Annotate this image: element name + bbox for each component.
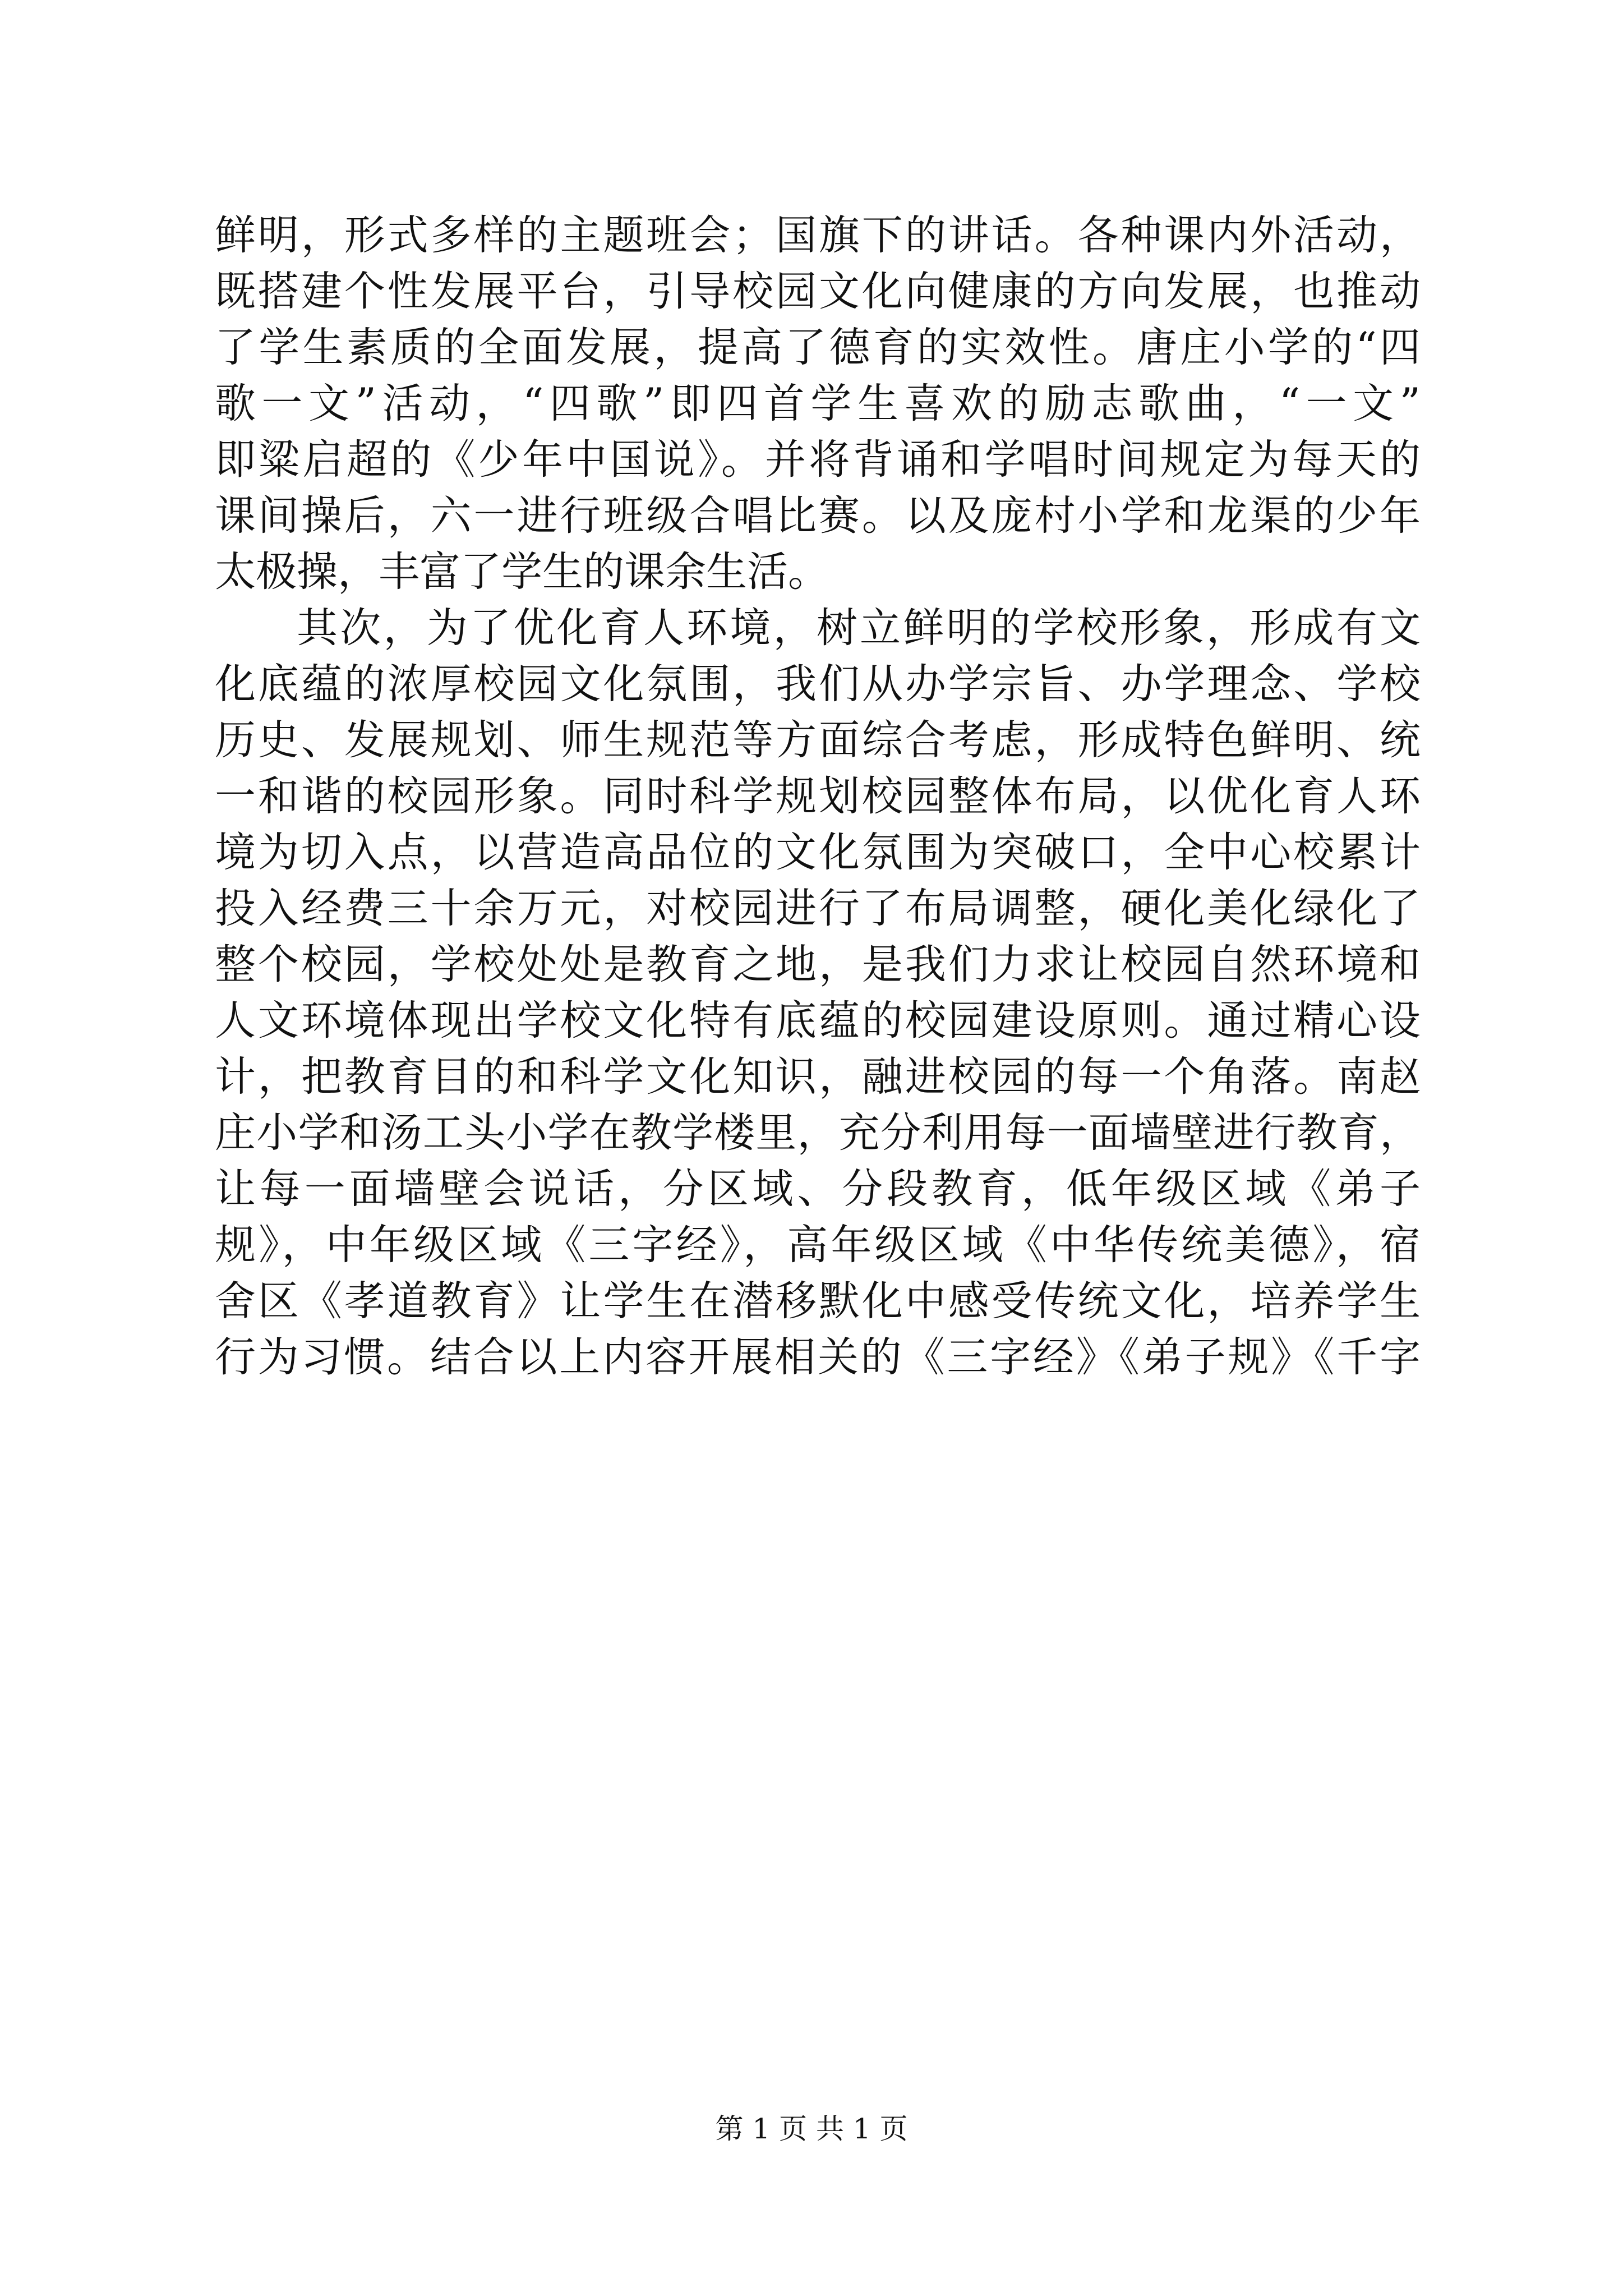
text-line: 庄小学和汤工头小学在教学楼里，充分利用每一面墙壁进行教育， — [215, 1109, 1421, 1157]
text-line: 了学生素质的全面发展，提高了德育的实效性。唐庄小学的“四 — [215, 324, 1421, 371]
text-line: 歌一文”活动，“四歌”即四首学生喜欢的励志歌曲，“一文” — [215, 380, 1421, 427]
text-line-paragraph-start: 其次，为了优化育人环境，树立鲜明的学校形象，形成有文 — [297, 604, 1421, 652]
text-line: 历史、发展规划、师生规范等方面综合考虑，形成特色鲜明、统 — [215, 716, 1421, 764]
body-text — [215, 208, 1421, 1386]
text-line: 境为切入点，以营造高品位的文化氛围为突破口，全中心校累计 — [215, 829, 1421, 876]
page-footer — [0, 2112, 1623, 2146]
text-line: 一和谐的校园形象。同时科学规划校园整体布局，以优化育人环 — [215, 772, 1421, 820]
text-line: 行为习惯。结合以上内容开展相关的《三字经》《弟子规》《千字 — [215, 1333, 1421, 1381]
text-line: 整个校园，学校处处是教育之地，是我们力求让校园自然环境和 — [215, 941, 1421, 988]
text-line: 鲜明，形式多样的主题班会；国旗下的讲话。各种课内外活动， — [215, 211, 1421, 259]
text-line: 人文环境体现出学校文化特有底蕴的校园建设原则。通过精心设 — [215, 997, 1421, 1045]
text-line-paragraph-end: 太极操，丰富了学生的课余生活。 — [215, 548, 829, 596]
text-line: 既搭建个性发展平台，引导校园文化向健康的方向发展，也推动 — [215, 268, 1421, 315]
text-line: 即粱启超的《少年中国说》。并将背诵和学唱时间规定为每天的 — [215, 436, 1421, 484]
page-number-label: 第 1 页 共 1 页 — [715, 2113, 908, 2145]
text-line: 规》，中年级区域《三字经》，高年级区域《中华传统美德》，宿 — [215, 1221, 1421, 1269]
text-line: 让每一面墙壁会说话，分区域、分段教育，低年级区域《弟子 — [215, 1165, 1421, 1213]
text-line: 化底蕴的浓厚校园文化氛围，我们从办学宗旨、办学理念、学校 — [215, 660, 1421, 708]
text-line: 课间操后，六一进行班级合唱比赛。以及庞村小学和龙渠的少年 — [215, 492, 1421, 540]
text-line: 计，把教育目的和科学文化知识，融进校园的每一个角落。南赵 — [215, 1053, 1421, 1101]
text-line: 舍区《孝道教育》让学生在潜移默化中感受传统文化，培养学生 — [215, 1277, 1421, 1325]
text-line: 投入经费三十余万元，对校园进行了布局调整，硬化美化绿化了 — [215, 885, 1421, 932]
